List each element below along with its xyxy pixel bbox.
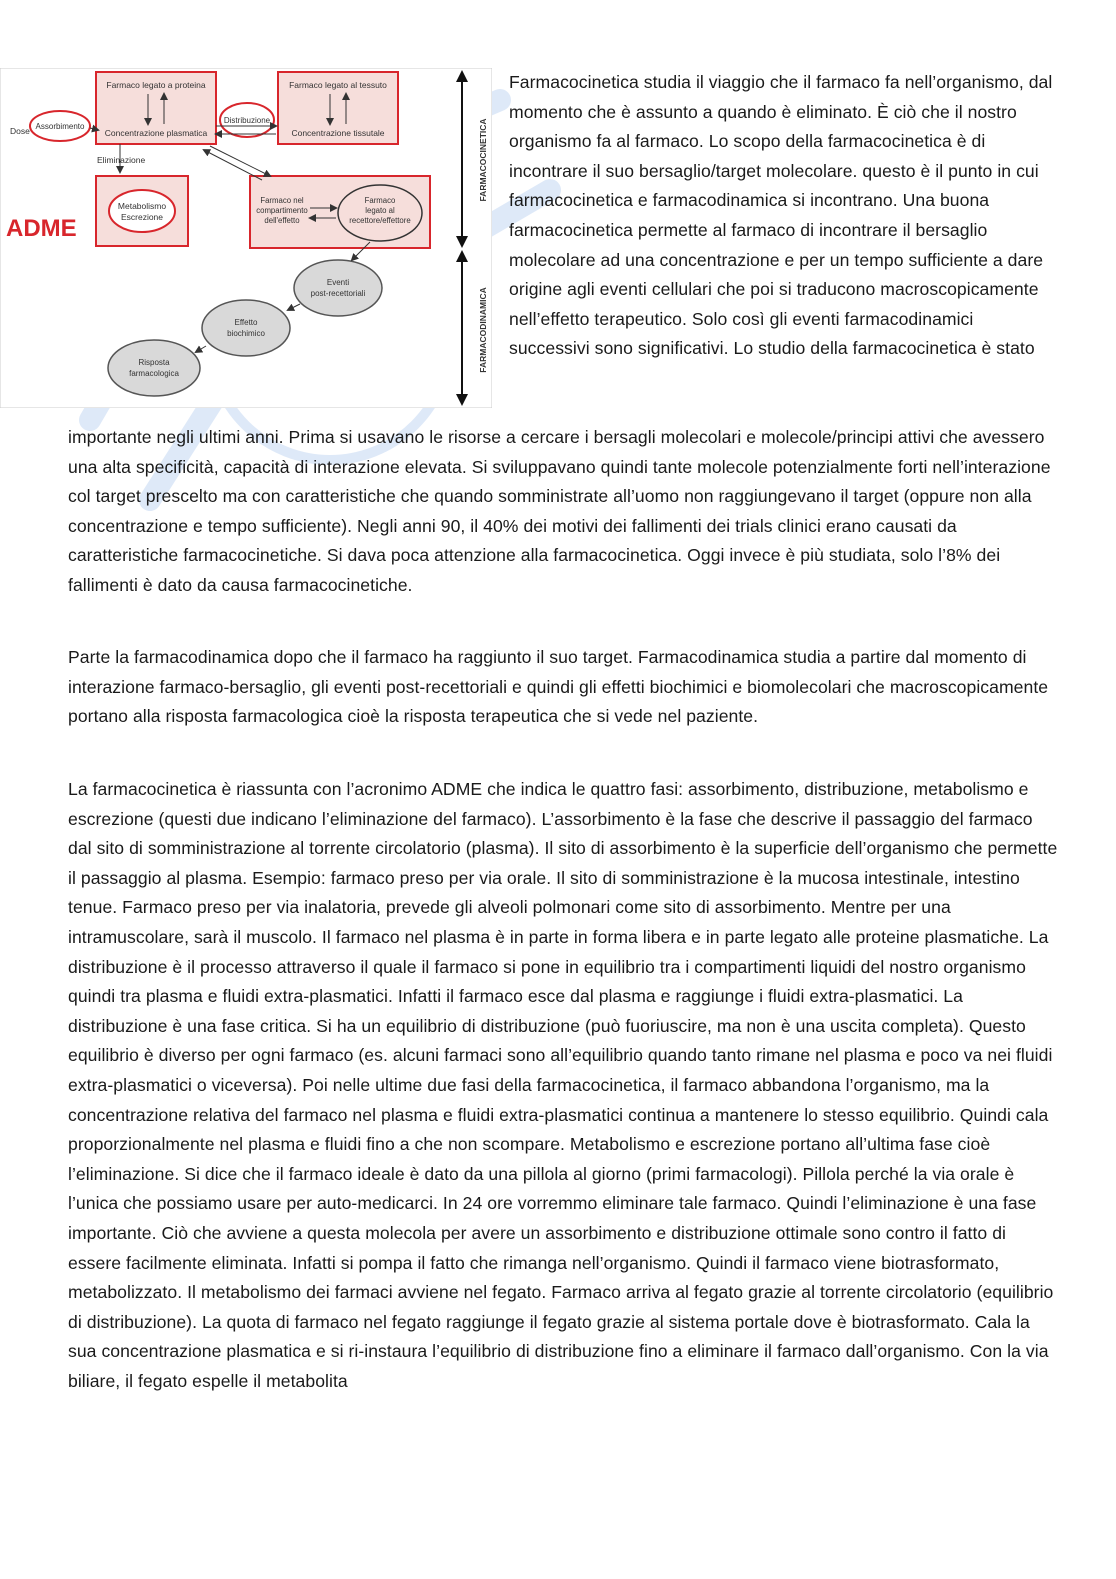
adme-label: ADME (6, 215, 77, 242)
metabolismo-label: Metabolismo (117, 201, 167, 211)
effetto-line2: biochimico (227, 329, 265, 338)
eventi-node (294, 260, 382, 316)
escrezione-label: Escrezione (120, 212, 164, 222)
effetto-line1: Effetto (234, 318, 258, 327)
recettore-line3: recettore/effettore (349, 216, 411, 225)
assorbimento-label: Assorbimento (35, 122, 85, 131)
adme-diagram (0, 68, 492, 408)
farmacocinetica-axis-label: FARMACOCINETICA (478, 118, 488, 202)
risposta-line1: Risposta (138, 358, 170, 367)
concentrazione-tissutale-label: Concentrazione tissutale (291, 128, 385, 138)
risposta-line2: farmacologica (129, 369, 179, 378)
recettore-line1: Farmaco (364, 196, 396, 205)
compartimento-line1: Farmaco nel (260, 196, 304, 205)
eliminazione-label: Eliminazione (97, 155, 146, 165)
recettore-line2: legato al (365, 206, 395, 215)
compartimento-line2: compartimento (256, 206, 308, 215)
farmaco-legato-proteina-label: Farmaco legato a proteina (106, 80, 206, 90)
eventi-line1: Eventi (326, 278, 350, 287)
paragraph-3: La farmacocinetica è riassunta con l’acronimo ADME che indica le quattro fasi: assorbimento, distribuzione, metabolismo e escrezione (questi due indicano l’eliminazione del farmaco). L’assorbimento è la fase che descrive il passaggio del farmaco dal sito di somministrazione al torrente circolatorio (plasma). Il sito di assorbimento è la superficie dell’organismo che permette il passaggio al plasma. Esempio: farmaco preso per via orale. Il sito di somministrazione è la mucosa intestinale, intestino tenue. Farmaco preso per via inalatoria, prevede gli alveoli polmonari come sito di assorbimento. Mentre per una intramuscolare, sarà il muscolo. Il farmaco nel plasma è in parte in forma libera e in parte legato alle proteine plasmatiche. La distribuzione è il processo attraverso il quale il farmaco si pone in equilibrio tra i compartimenti liquidi del nostro organismo quindi tra plasma e fluidi extra-plasmatici. Infatti il farmaco esce dal plasma e raggiunge i fluidi extra-plasmatici. La distribuzione è una fase critica. Si ha un equilibrio di distribuzione (può fuoriuscire, ma non è una uscita completa). Questo equilibrio è diverso per ogni farmaco (es. alcuni farmaci sono all’equilibrio quando tanto rimane nel plasma e poco va nei fluidi extra-plasmatici o viceversa). Poi nelle ultime due fasi della farmacocinetica, il farmaco abbandona l’organismo, ma la concentrazione relativa del farmaco nel plasma e fluidi extra-plasmatici continua a mantenere lo stesso equilibrio. Quindi cala proporzionalmente nel plasma e fluidi fino a che non scompare. Metabolismo e escrezione portano all’ultima fase cioè l’eliminazione. Si dice che il farmaco ideale è dato da una pillola al giorno (primi farmacologi). Pillola perché la via orale è l’unica che possiamo usare per auto-medicarci. In 24 ore vorremmo eliminare tale farmaco. Quindi l’eliminazione è una fase importante. Ciò che avviene a questa molecola per avere un assorbimento e distribuzione ottimale sono contro il fatto di essere facilmente eliminata. Infatti si pompa il fatto che rimanga nell’organismo. Quindi il farmaco viene biotrasformato, metabolizzato. Il metabolismo dei farmaci avviene nel fegato. Farmaco arriva al fegato grazie al torrente circolatorio (equilibrio di distribuzione). La quota di farmaco nel fegato raggiunge il fegato grazie al sistema portale dove è biotrasformato. Cala la sua concentrazione plasmatica e si ri-instaura l’equilibrio di distribuzione fino a eliminare il farmaco dall’organismo. Con la via biliare, il fegato espelle il metabolita (68, 779, 1058, 1391)
risposta-node (108, 340, 200, 396)
farmacodinamica-axis-label: FARMACODINAMICA (478, 287, 488, 373)
paragraph-2: Parte la farmacodinamica dopo che il farmaco ha raggiunto il suo target. Farmacodinamica studia a partire dal momento di interazione farmaco-bersaglio, gli eventi post-recettoriali e quindi gli effetti biochimici e biomolecolari che macroscopicamente portano alla risposta farmacologica cioè la risposta terapeutica che si vede nel paziente. (68, 647, 1049, 727)
farmaco-legato-tessuto-label: Farmaco legato al tessuto (289, 80, 387, 90)
dose-label: Dose (10, 126, 30, 136)
paragraph-1-top: Farmacocinetica studia il viaggio che il farmaco fa nell’organismo, dal momento che è assunto a quando è eliminato. È ciò che il nostro organismo fa al farmaco. Lo scopo della farmacocinetica è di incontrare il suo bersaglio/target molecolare. questo è il punto in cui farmacocinetica e farmacodinamica si incontrano. Una buona farmacocinetica permette al farmaco di incontrare il bersaglio molecolare ad una concentrazione e per un tempo sufficiente a dare origine agli eventi cellulari che poi si traducono macroscopicamente nell’effetto terapeutico. Solo così gli eventi farmacodinamici successivi sono significativi. Lo studio della farmacocinetica è stato (509, 72, 1053, 359)
concentrazione-plasmatica-label: Concentrazione plasmatica (104, 128, 208, 138)
effetto-node (202, 300, 290, 356)
eventi-line2: post-recettoriali (310, 289, 366, 298)
compartimento-line3: dell'effetto (264, 216, 300, 225)
paragraph-1-bottom: importante negli ultimi anni. Prima si usavano le risorse a cercare i bersagli molecolari e molecole/principi attivi che avessero una alta specificità, capacità di interazione elevata. Si sviluppavano quindi tante molecole potenzialmente forti nell’interazione col target prescelto ma con caratteristiche che quando somministrate all’uomo non raggiungevano il target (oppure non alla concentrazione e tempo sufficiente). Negli anni 90, il 40% dei motivi dei fallimenti dei trials clinici erano causati da caratteristiche farmacocinetiche. Si dava poca attenzione alla farmacocinetica. Oggi invece è più studiata, solo l’8% dei fallimenti è dato da causa farmacocinetiche. (68, 427, 1051, 595)
distribuzione-label: Distribuzione (223, 116, 271, 125)
